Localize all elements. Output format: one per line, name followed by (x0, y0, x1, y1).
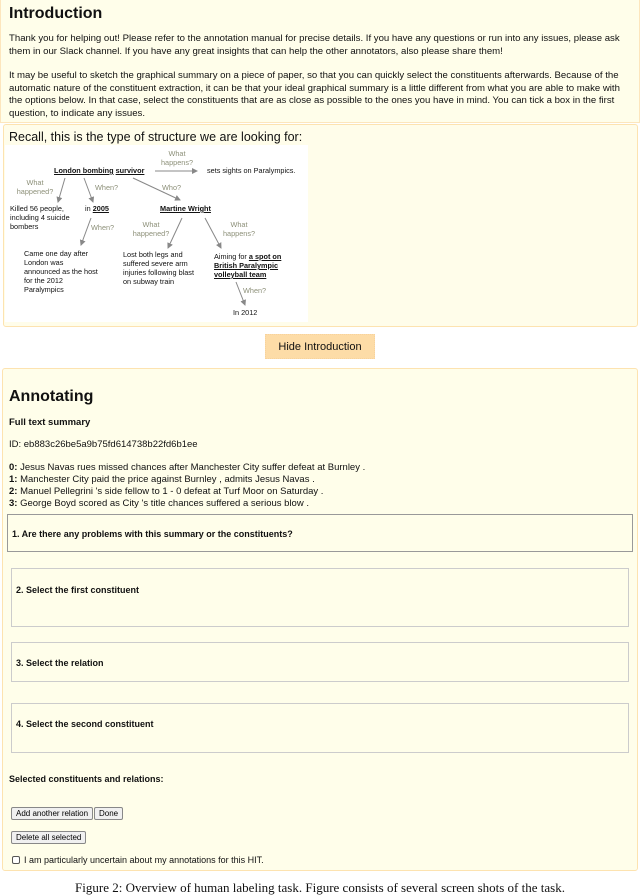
label-what-happens: What happens? (160, 149, 194, 167)
sentence-text: George Boyd scored as City 's title chances suffered a serious blow . (17, 498, 309, 509)
figure-caption: Figure 2: Overview of human labeling task. Figure consists of several screen shots of the task. (75, 880, 565, 895)
aiming-text: Aiming for (214, 252, 247, 261)
recall-title: Recall, this is the type of structure we are looking for: (9, 130, 303, 144)
sentence-0 (9, 462, 365, 474)
intro-paragraph-2: It may be useful to sketch the graphical summary on a piece of paper, so that you can quickly select the constituents afterwards. Because of the automatic nature of the constituent extraction, it can be that your ideal graphical summary is a little different from what you are able to make with the options below. In that case, select the constituents that are as close as possible to the ones you have in mind. You can tick a box in the first question, to indicate any issues. (9, 70, 620, 119)
sentence-text: Jesus Navas rues missed chances after Manchester City suffer defeat at Burnley . (17, 462, 366, 473)
question-1-label: 1. Are there any problems with this summary or the constituents? (12, 529, 293, 539)
intro-paragraph-1: Thank you for helping out! Please refer to the annotation manual for precise details. If you have any questions or run into any issues, please ask them in our Slack channel. If you have any great insights that can help the other annotators, also please share them! (9, 33, 620, 57)
node-in-2005 (85, 204, 109, 213)
done-button[interactable]: Done (94, 807, 123, 820)
example-structure-diagram (5, 145, 308, 322)
sentence-3 (9, 498, 365, 510)
node-sets-sights: sets sights on Paralympics. (207, 166, 296, 175)
sentence-text: Manchester City paid the price against Burnley , admits Jesus Navas . (17, 474, 315, 485)
uncertain-option (12, 855, 264, 865)
question-2-label: 2. Select the first constituent (16, 585, 140, 595)
label-what-happened: What happened? (16, 178, 54, 196)
root-b: survivor (115, 166, 145, 175)
uncertain-checkbox[interactable] (12, 856, 20, 864)
node-lost-legs: Lost both legs and suffered severe arm injuries following blast on subway train (123, 250, 194, 286)
question-4-label: 4. Select the second constituent (16, 719, 154, 729)
node-came: Came one day after London was announced as the host for the 2012 Paralympics (24, 249, 98, 294)
node-killed: Killed 56 people, including 4 suicide bombers (10, 204, 70, 231)
label-when: When? (95, 183, 119, 192)
sentence-number: 1: (9, 474, 18, 485)
node-martine-wright: Martine Wright (160, 204, 211, 213)
sentence-text: Manuel Pellegrini 's side fellow to 1 - 0 defeat at Turf Moor on Saturday . (17, 486, 324, 497)
summary-sentences (9, 462, 365, 510)
label-when-2: When? (91, 223, 115, 232)
hide-introduction-button[interactable]: Hide Introduction (265, 334, 375, 359)
selected-heading: Selected constituents and relations: (9, 774, 164, 784)
question-4-second-constituent[interactable] (11, 703, 629, 753)
year-2005: 2005 (92, 204, 109, 213)
sentence-number: 2: (9, 486, 18, 497)
question-3-relation[interactable] (11, 642, 629, 682)
sentence-number: 0: (9, 462, 18, 473)
node-in-2012: In 2012 (233, 308, 258, 317)
annotating-title: Annotating (9, 388, 94, 405)
introduction-panel (0, 0, 640, 123)
sentence-1 (9, 474, 365, 486)
delete-all-selected-button[interactable]: Delete all selected (11, 831, 86, 844)
summary-id: ID: eb883c26be5a9b75fd614738b22fd6b1ee (9, 439, 198, 450)
root-a: London bombing (54, 166, 114, 175)
root-constituent (54, 166, 144, 175)
in-text: in (85, 204, 91, 213)
label-when-3: When? (243, 286, 267, 295)
intro-title: Introduction (9, 5, 103, 22)
question-2-first-constituent[interactable] (11, 568, 629, 627)
annotating-panel (2, 368, 638, 871)
spot-text: a spot on British Paralympic volleyball team (214, 252, 282, 279)
question-3-label: 3. Select the relation (16, 658, 104, 668)
sentence-number: 3: (9, 498, 18, 509)
uncertain-label: I am particularly uncertain about my annotations for this HIT. (24, 855, 264, 865)
node-aiming (214, 252, 299, 279)
full-text-summary-label: Full text summary (9, 417, 91, 428)
label-what-happened-2: What happened? (132, 220, 170, 238)
label-what-happens-2: What happens? (222, 220, 256, 238)
label-who: Who? (162, 183, 182, 192)
sentence-2 (9, 486, 365, 498)
add-another-relation-button[interactable]: Add another relation (11, 807, 93, 820)
question-1-problems[interactable] (7, 514, 633, 552)
